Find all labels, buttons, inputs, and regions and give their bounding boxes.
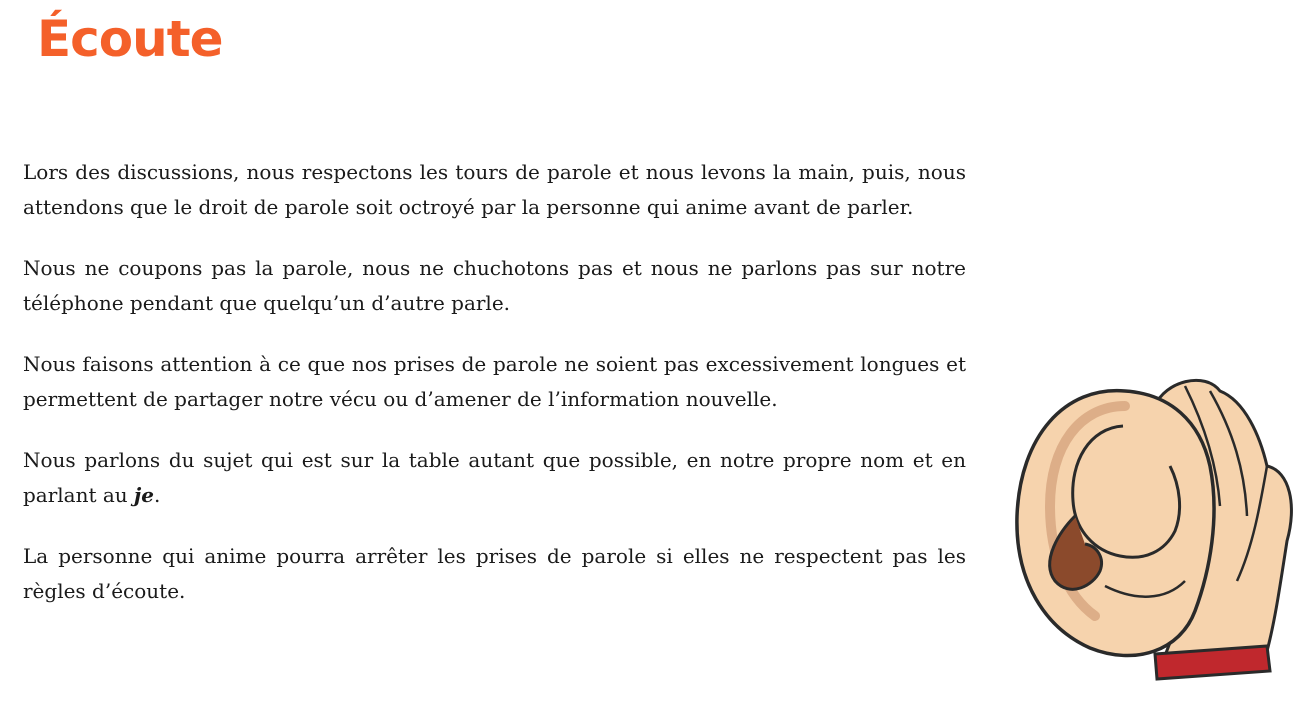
- paragraph-subject-start: Nous parlons du sujet qui est sur la table autant que possible, en notre propre nom et en parlant au: [23, 448, 966, 507]
- rules-text: [23, 155, 966, 635]
- paragraph-subject-end: .: [154, 483, 161, 507]
- paragraph-moderator: La personne qui anime pourra arrêter les prises de parole si elles ne respectent pas les règles d’écoute.: [23, 544, 966, 603]
- paragraph-no-interrupt: Nous ne coupons pas la parole, nous ne chuchotons pas et nous ne parlons pas sur notre téléphone pendant que quelqu’un d’autre parle.: [23, 256, 966, 315]
- paragraph-turns: Lors des discussions, nous respectons les tours de parole et nous levons la main, puis, nous attendons que le droit de parole soit octroyé par la personne qui anime avant de parler.: [23, 160, 966, 219]
- paragraph-length: Nous faisons attention à ce que nos prises de parole ne soient pas excessivement longues et permettent de partager notre vécu ou d’amener de l’information nouvelle.: [23, 352, 966, 411]
- page-title: Écoute: [37, 10, 223, 68]
- ear-listening-hand-icon: [1005, 366, 1305, 686]
- emphasis-je: je: [134, 483, 155, 507]
- paragraph-subject: [23, 443, 966, 513]
